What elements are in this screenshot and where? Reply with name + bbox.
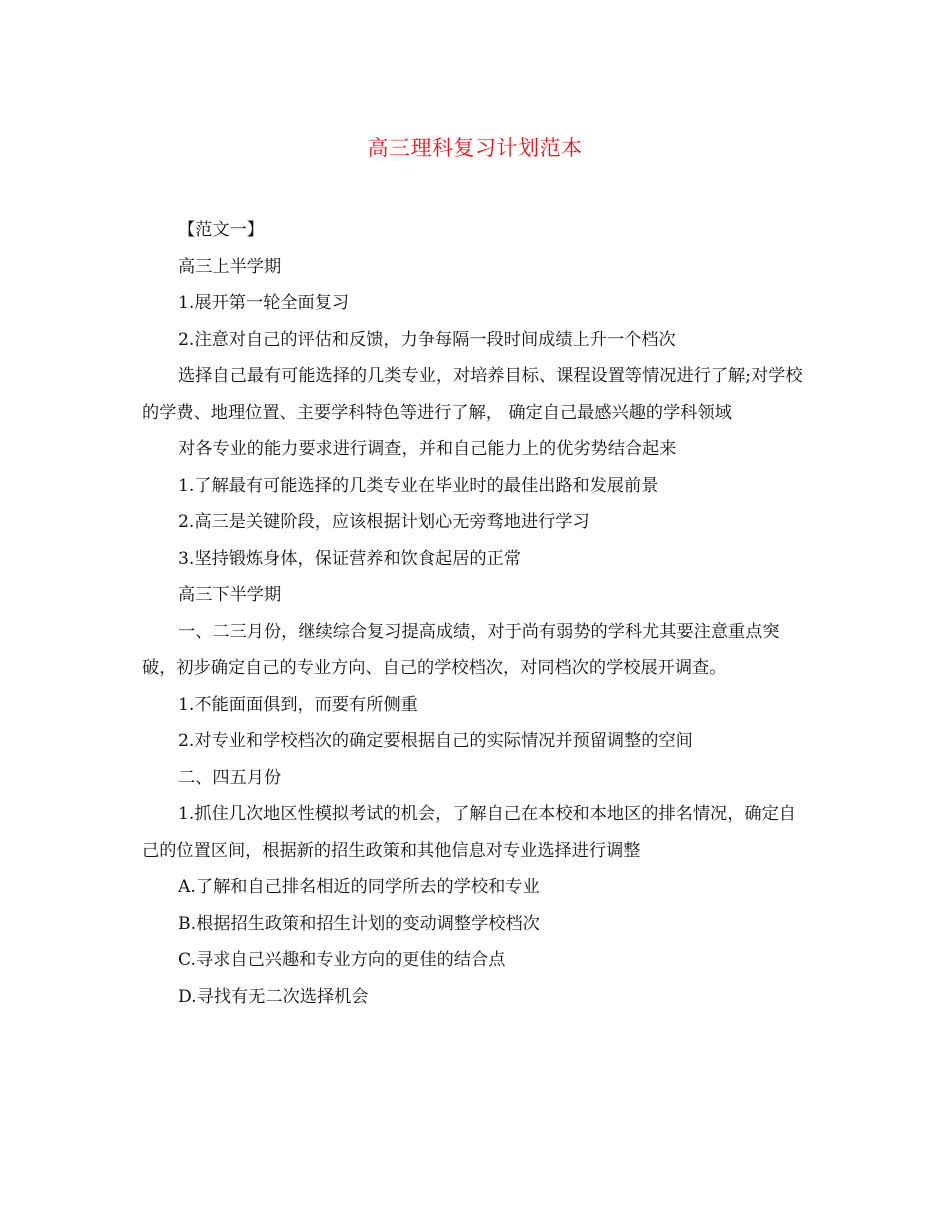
paragraph-item: D.寻找有无二次选择机会 xyxy=(178,986,369,1007)
paragraph-item: 1.了解最有可能选择的几类专业在毕业时的最佳出路和发展前景 xyxy=(178,475,659,496)
paragraph-item: 1.展开第一轮全面复习 xyxy=(178,293,350,313)
paragraph-second-semester: 高三下半学期 xyxy=(178,585,282,605)
paragraph-body: 选择自己最有可能选择的几类专业，对培养目标、课程设置等情况进行了解;对学校的学费、地理位置、主要学科特色等进行了解， 确定自己最感兴趣的学科领域 xyxy=(142,366,803,423)
paragraph-body: 对各专业的能力要求进行调查，并和自己能力上的优劣势结合起来 xyxy=(178,439,677,459)
paragraph-item: 2.高三是关键阶段，应该根据计划心无旁骛地进行学习 xyxy=(178,512,590,532)
paragraph-item: C.寻求自己兴趣和专业方向的更佳的结合点 xyxy=(178,950,506,970)
document-title: 高三理科复习计划范本 xyxy=(367,136,583,160)
paragraph-section: 二、四五月份 xyxy=(178,767,282,788)
document-body xyxy=(142,212,810,1015)
paragraph-item: 3.坚持锻炼身体，保证营养和饮食起居的正常 xyxy=(178,548,521,569)
paragraph-item: 2.注意对自己的评估和反馈，力争每隔一段时间成绩上升一个档次 xyxy=(178,329,676,350)
paragraph-first-semester: 高三上半学期 xyxy=(178,256,282,277)
paragraph-body: 1.抓住几次地区性模拟考试的机会，了解自己在本校和本地区的排名情况，确定自己的位置区间，根据新的招生政策和其他信息对专业选择进行调整 xyxy=(142,804,796,861)
paragraph-item: 2.对专业和学校档次的确定要根据自己的实际情况并预留调整的空间 xyxy=(178,731,693,751)
paragraph-item: A.了解和自己排名相近的同学所去的学校和专业 xyxy=(178,877,540,897)
paragraph-body: 一、二三月份，继续综合复习提高成绩，对于尚有弱势的学科尤其要注意重点突破，初步确定自己的专业方向、自己的学校档次，对同档次的学校展开调查。 xyxy=(142,621,780,678)
paragraph-item: 1.不能面面俱到，而要有所侧重 xyxy=(178,694,418,715)
paragraph-heading-sample-one: 【范文一】 xyxy=(178,220,264,240)
paragraph-item: B.根据招生政策和招生计划的变动调整学校档次 xyxy=(178,913,540,934)
